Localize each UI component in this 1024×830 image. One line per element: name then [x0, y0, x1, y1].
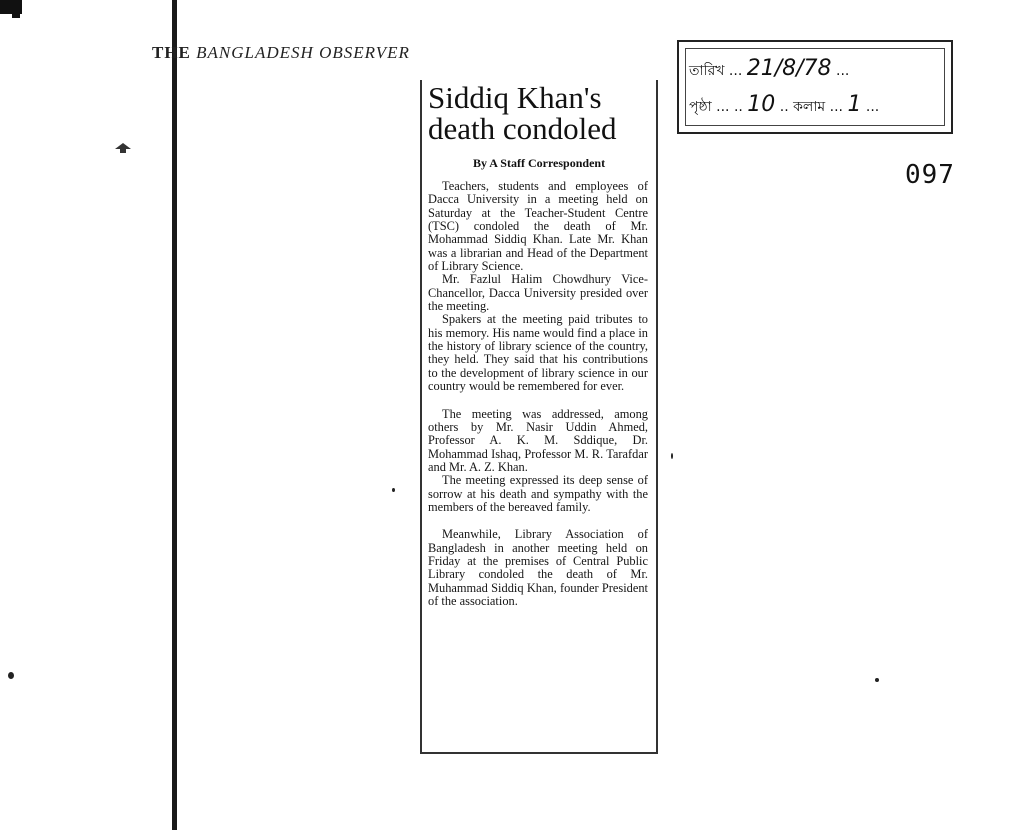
corner-scan-mark: [12, 10, 20, 18]
article-headline: [428, 82, 650, 144]
stamp-date-label: তারিখ: [689, 63, 725, 79]
article-paragraph: The meeting was addressed, among others by Mr. Nasir Uddin Ahmed, Professor A. K. M. Sddique, Dr. Mohammad Ishaq, Professor M. R. Tarafdar and Mr. A. Z. Khan.: [428, 406, 648, 474]
headline-line: Siddiq Khan's: [428, 80, 602, 115]
stamp-page-label: পৃষ্ঠা: [689, 99, 712, 115]
masthead-prefix: THE: [152, 43, 191, 62]
scan-speck: [392, 488, 395, 492]
article-paragraph: Teachers, students and employees of Dacca University in a meeting held on Saturday at the Teacher-Student Centre (TSC) condoled the death of Mr. Mohammad Siddiq Khan. Late Mr. Khan was a librarian and Head of the Department of Library Science.: [428, 179, 648, 274]
arrow-mark-icon: [114, 142, 132, 154]
article-byline: By A Staff Correspondent: [472, 156, 606, 170]
stamp-page-value: 10: [747, 92, 776, 117]
archive-date-stamp: [677, 40, 953, 134]
scan-speck: [671, 453, 673, 459]
stamp-date-value: 21/8/78: [746, 56, 832, 81]
newspaper-masthead: [152, 43, 462, 65]
stamp-page-row: পৃষ্ঠা ... .. 10 .. কলাম ... 1 ...: [689, 92, 880, 117]
scan-speck: [8, 672, 14, 679]
binding-margin-line: [172, 0, 177, 830]
masthead-name: BANGLADESH OBSERVER: [196, 43, 410, 62]
article-paragraph: Spakers at the meeting paid tributes to his memory. His name would find a place in the history of library science of the country, they held. They said that his contributions to the development of library science in our country would be remembered for ever.: [428, 312, 648, 394]
stamp-column-label: কলাম: [793, 99, 826, 115]
article-body: [428, 180, 648, 608]
article-paragraph: The meeting expressed its deep sense of sorrow at his death and sympathy with the members of the bereaved family.: [428, 473, 648, 514]
file-number: 097: [905, 160, 955, 190]
article-paragraph: Meanwhile, Library Association of Bangladesh in another meeting held on Friday at the premises of Central Public Library condoled the death of Mr. Muhammad Siddiq Khan, founder President of the association.: [428, 527, 648, 608]
stamp-date-row: তারিখ ... 21/8/78 ...: [689, 56, 850, 81]
scan-speck: [875, 678, 879, 682]
headline-line: death condoled: [428, 111, 617, 146]
article-paragraph: Mr. Fazlul Halim Chowdhury Vice-Chancellor, Dacca University presided over the meeting.: [428, 272, 648, 314]
stamp-column-value: 1: [847, 92, 862, 117]
